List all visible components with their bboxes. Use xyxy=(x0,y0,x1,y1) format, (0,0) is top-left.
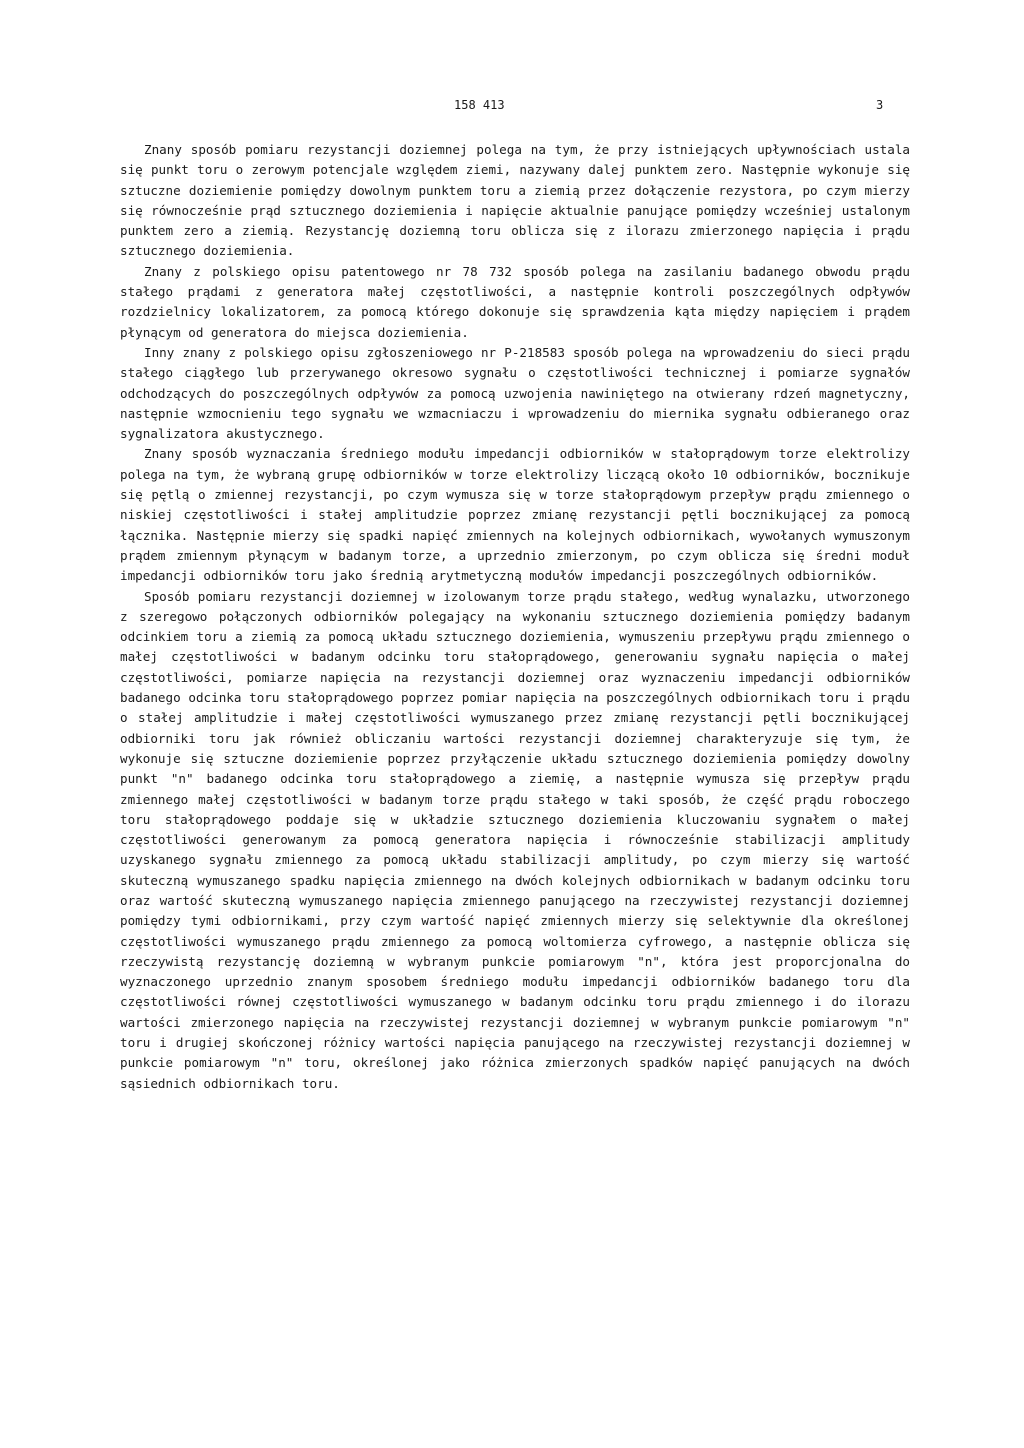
document-body xyxy=(120,140,910,1094)
paragraph-4: Znany sposób wyznaczania średniego modułu impedancji odbiorników w stałoprądowym torze elektrolizy polega na tym, że wybraną grupę odbiorników w torze elektrolizy liczącą około 10 odbiorników, bocznikuje się pętlą o zmiennej rezystancji, po czym wymusza się w torze stałoprądowym przepływ prądu zmiennego o niskiej częstotliwości i stałej amplitudzie poprzez zmianę rezystancji pętli bocznikującej za pomocą łącznika. Następnie mierzy się spadki napięć zmiennych na kolejnych odbiornikach, wywołanych wymuszonym prądem zmiennym płynącym w badanym torze, a uprzednio zmierzonym, po czym oblicza się średni moduł impedancji odbiorników toru jako średnią arytmetyczną modułów impedancji poszczególnych odbiorników. xyxy=(120,446,910,584)
paragraph-1: Znany sposób pomiaru rezystancji doziemnej polega na tym, że przy istniejących upływnościach ustala się punkt toru o zerowym potencjale względem ziemi, nazywany dalej punktem zero. Następnie wykonuje się sztuczne doziemienie pomiędzy dowolnym punktem toru a ziemią przez dołączenie rezystora, po czym mierzy się równocześnie prąd sztucznego doziemienia i napięcie aktualnie panujące pomiędzy wcześniej ustalonym punktem zero a ziemią. Rezystancję doziemną toru oblicza się z ilorazu zmierzonego napięcia i prądu sztucznego doziemienia. xyxy=(120,142,910,259)
paragraph-2: Znany z polskiego opisu patentowego nr 78 732 sposób polega na zasilaniu badanego obwodu prądu stałego prądami z generatora małej częstotliwości, a następnie kontroli poszczególnych odpływów rozdzielnicy lokalizatorem, za pomocą którego dokonuje się sprawdzenia kąta między napięciem i prądem płynącym od generatora do miejsca doziemienia. xyxy=(120,263,910,340)
paragraph-3: Inny znany z polskiego opisu zgłoszeniowego nr P-218583 sposób polega na wprowadzeniu do sieci prądu stałego ciągłego lub przerywanego okresowo sygnału o częstotliwości technicznej i pomiarze sygnałów odchodzących do poszczególnych odpływów za pomocą uzwojenia nawiniętego na otwierany rdzeń magnetyczny, następnie wzmocnieniu tego sygnału we wzmacniaczu i wprowadzeniu do miernika sygnału odbieranego oraz sygnalizatora akustycznego. xyxy=(120,344,910,442)
page-number: 3 xyxy=(876,98,884,112)
paragraph-5: Sposób pomiaru rezystancji doziemnej w izolowanym torze prądu stałego, według wynalazku, utworzonego z szeregowo połączonych odbiorników polegający na wykonaniu sztucznego doziemienia pomiędzy badanym odcinkiem toru a ziemią za pomocą układu sztucznego doziemienia, wymuszeniu przepływu prądu zmiennego o małej częstotliwości w badanym odcinku toru stałoprądowego, generowaniu sygnału napięcia o małej częstotliwości, pomiarze napięcia na rezystancji doziemnej oraz wyznaczeniu impedancji odbiorników badanego odcinka toru stałoprądowego poprzez pomiar napięcia na poszczególnych odbiornikach toru i prądu o stałej amplitudzie i małej częstotliwości wymuszanego przez zmianę rezystancji pętli bocznikującej odbiorniki toru jak również obliczaniu wartości rezystancji doziemnej charakteryzuje się tym, że wykonuje się sztuczne doziemienie poprzez przyłączenie układu sztucznego doziemienia pomiędzy dowolny punkt "n" badanego odcinka toru stałoprądowego a ziemię, a następnie wymusza się przepływ prądu zmiennego małej częstotliwości w badanym torze prądu stałego w taki sposób, że część prądu roboczego toru stałoprądowego poddaje się w układzie sztucznego doziemienia kluczowaniu sygnałem o małej częstotliwości generowanym za pomocą generatora napięcia i równocześnie stabilizacji amplitudy uzyskanego sygnału zmiennego za pomocą układu stabilizacji amplitudy, po czym mierzy się wartość skuteczną wymuszanego spadku napięcia zmiennego na dwóch kolejnych odbiornikach w badanym odcinku toru oraz wartość skuteczną wymuszanego napięcia zmiennego panującego na rzeczywistej rezystancji doziemnej pomiędzy tymi odbiornikami, przy czym wartość napięć zmiennych mierzy się selektywnie dla określonej częstotliwości wymuszanego prądu zmiennego za pomocą woltomierza cyfrowego, a następnie oblicza się rzeczywistą rezystancję doziemną w wybranym punkcie pomiarowym "n", która jest proporcjonalna do wyznaczonego uprzednio znanym sposobem średniego modułu impedancji odbiorników badanego toru dla częstotliwości równej częstotliwości wymuszanego w badanym odcinku toru prądu zmiennego i do ilorazu wartości zmierzonego napięcia na rzeczywistej rezystancji doziemnej w wybranym punkcie pomiarowym "n" toru i drugiej skończonej różnicy wartości napięcia panującego na rzeczywistej rezystancji doziemnej w punkcie pomiarowym "n" toru, określonej jako różnica zmierzonych spadków napięć panujących na dwóch sąsiednich odbiornikach toru. xyxy=(120,588,910,1091)
page-header xyxy=(0,98,1024,118)
patent-number: 158 413 xyxy=(454,98,505,112)
